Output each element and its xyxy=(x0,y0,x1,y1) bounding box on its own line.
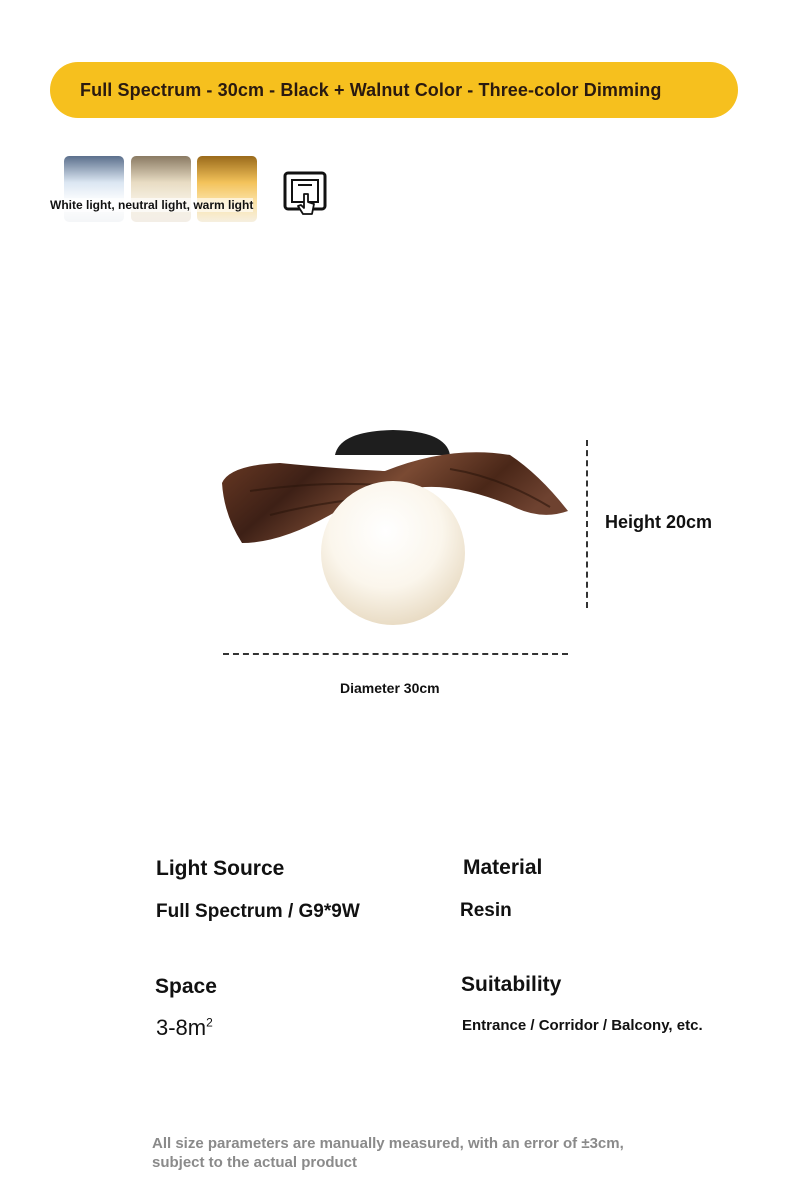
footnote xyxy=(152,1134,712,1172)
suitability-title: Suitability xyxy=(461,973,562,996)
space-value-text: 3-8m xyxy=(156,1015,207,1040)
white-light-swatch xyxy=(64,156,124,222)
footnote-line-2: subject to the actual product xyxy=(152,1154,358,1171)
space-unit-sup: 2 xyxy=(206,1015,213,1030)
diameter-label: Diameter 30cm xyxy=(340,680,440,696)
suitability-value: Entrance / Corridor / Balcony, etc. xyxy=(462,1017,703,1034)
light-modes-caption: White light, neutral light, warm light xyxy=(50,198,254,212)
space-title: Space xyxy=(155,975,217,998)
space-value xyxy=(156,1015,213,1041)
title-banner xyxy=(50,62,738,118)
warm-light-swatch xyxy=(197,156,257,222)
ceiling-lamp-image xyxy=(210,425,580,635)
height-label: Height 20cm xyxy=(605,512,713,532)
light-source-value: Full Spectrum / G9*9W xyxy=(156,901,360,922)
light-source-title: Light Source xyxy=(156,857,285,880)
diameter-dimension-line xyxy=(223,653,568,655)
wall-switch-icon xyxy=(282,170,330,222)
height-dimension-line xyxy=(586,440,588,608)
material-title: Material xyxy=(463,856,543,879)
banner-text: Full Spectrum - 30cm - Black + Walnut Color - Three-color Dimming xyxy=(80,79,662,100)
neutral-light-swatch xyxy=(131,156,191,222)
material-value: Resin xyxy=(460,900,512,921)
footnote-line-1: All size parameters are manually measured, with an error of ±3cm, xyxy=(152,1135,624,1152)
